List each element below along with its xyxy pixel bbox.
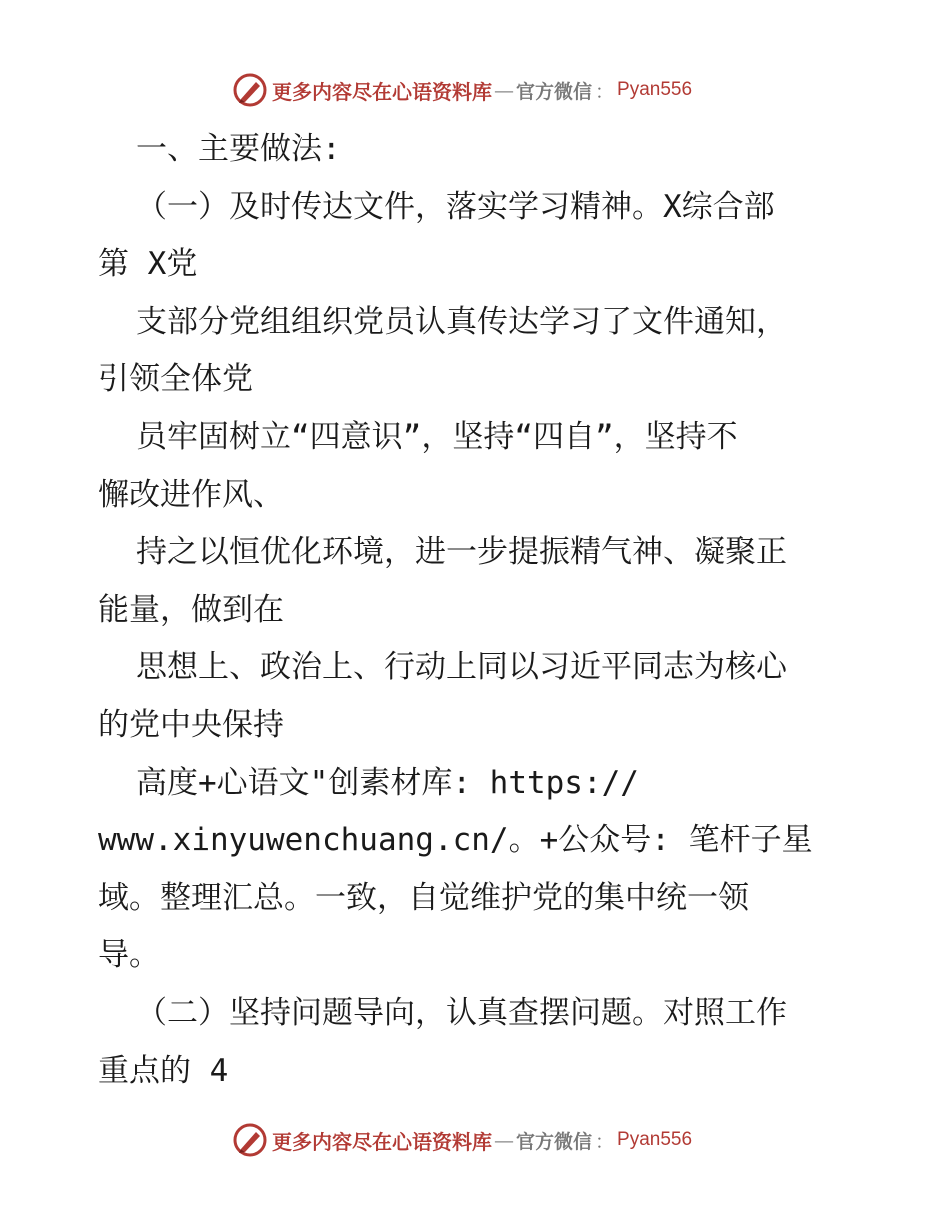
text-line: 能量，做到在 <box>98 591 284 628</box>
document-body <box>98 121 858 1100</box>
text-line: （一）及时传达文件，落实学习精神。X综合部 <box>136 188 775 225</box>
text-line: 支部分党组组织党员认真传达学习了文件通知， <box>136 303 787 340</box>
text-line: 思想上、政治上、行动上同以习近平同志为核心 <box>136 649 787 686</box>
text-line: 重点的 4 <box>98 1052 229 1089</box>
watermark-colon: ： <box>595 1130 615 1153</box>
pen-logo-icon <box>232 72 268 108</box>
text-line: 引领全体党 <box>98 361 253 398</box>
watermark-dash: — <box>494 1128 514 1152</box>
text-line: 一、主要做法: <box>136 131 341 167</box>
text-line: 的党中央保持 <box>98 706 284 743</box>
watermark-colon: ： <box>595 80 615 103</box>
text-line: 持之以恒优化环境，进一步提振精气神、凝聚正 <box>136 534 787 571</box>
header-watermark <box>232 70 712 110</box>
watermark-wechat-id: Pyan556 <box>617 79 693 100</box>
text-line: 高度+心语文"创素材库: https:// <box>136 764 639 801</box>
watermark-wechat-label: 官方微信 <box>516 80 593 103</box>
text-line: 域。整理汇总。一致，自觉维护党的集中统一领 <box>98 879 749 916</box>
watermark-site-name: 更多内容尽在心语资料库 <box>272 79 492 104</box>
footer-watermark <box>232 1120 712 1160</box>
text-line: 第 X党 <box>98 246 198 283</box>
text-line: 懈改进作风、 <box>98 476 284 513</box>
watermark-wechat-id: Pyan556 <box>617 1129 693 1150</box>
watermark-wechat-label: 官方微信 <box>516 1130 593 1153</box>
watermark-dash: — <box>494 78 514 102</box>
text-line: （二）坚持问题导向，认真查摆问题。对照工作 <box>136 994 787 1031</box>
watermark-site-name: 更多内容尽在心语资料库 <box>272 1129 492 1154</box>
pen-logo-icon <box>232 1122 268 1158</box>
text-line: www.xinyuwenchuang.cn/。+公众号: 笔杆子星 <box>98 822 813 859</box>
text-line: 导。 <box>98 937 160 974</box>
text-line: 员牢固树立“四意识”，坚持“四自”，坚持不 <box>136 418 738 455</box>
